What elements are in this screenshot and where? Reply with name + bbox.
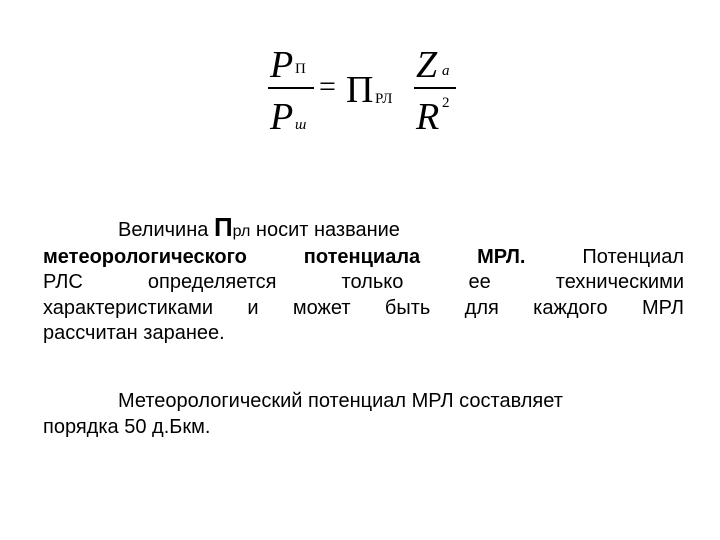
potential-subscript-inline: рл: [232, 223, 251, 240]
text-line: характеристиками и может быть для каждого МРЛ: [43, 296, 684, 319]
potential-symbol-inline: П: [213, 212, 233, 242]
potential-subscript: РЛ: [375, 91, 393, 107]
text-line: [43, 212, 684, 245]
text-line: рассчитан заранее.: [43, 322, 225, 344]
right-fraction-bar: [414, 87, 456, 89]
text-line: РЛС определяется только ее техническими: [43, 271, 684, 293]
text-line: Метеорологический потенциал МРЛ составляет: [118, 390, 563, 412]
text-span: носит название: [250, 219, 400, 241]
radar-equation-formula: [262, 40, 462, 140]
text-line: [43, 245, 684, 271]
distance-exponent: 2: [442, 95, 450, 111]
received-power-symbol: P: [270, 44, 294, 86]
text-line: порядка 50 д.Бкм.: [43, 415, 211, 438]
emitted-power-symbol: P: [270, 96, 294, 138]
reflectivity-symbol: Z: [416, 44, 438, 86]
emitted-power-subscript: ш: [295, 117, 307, 133]
text-span: Потенциал: [525, 245, 684, 268]
text-span: Величина: [118, 219, 214, 241]
bold-term: метеорологического потенциала МРЛ.: [43, 245, 526, 268]
potential-symbol: П: [346, 69, 374, 111]
distance-symbol: R: [416, 96, 440, 138]
received-power-subscript: П: [295, 61, 306, 77]
equals-sign: =: [319, 70, 336, 103]
reflectivity-subscript: a: [442, 63, 450, 79]
paragraph-potential-value: [43, 389, 684, 440]
left-fraction-bar: [268, 87, 314, 89]
paragraph-potential-definition: [43, 212, 684, 347]
